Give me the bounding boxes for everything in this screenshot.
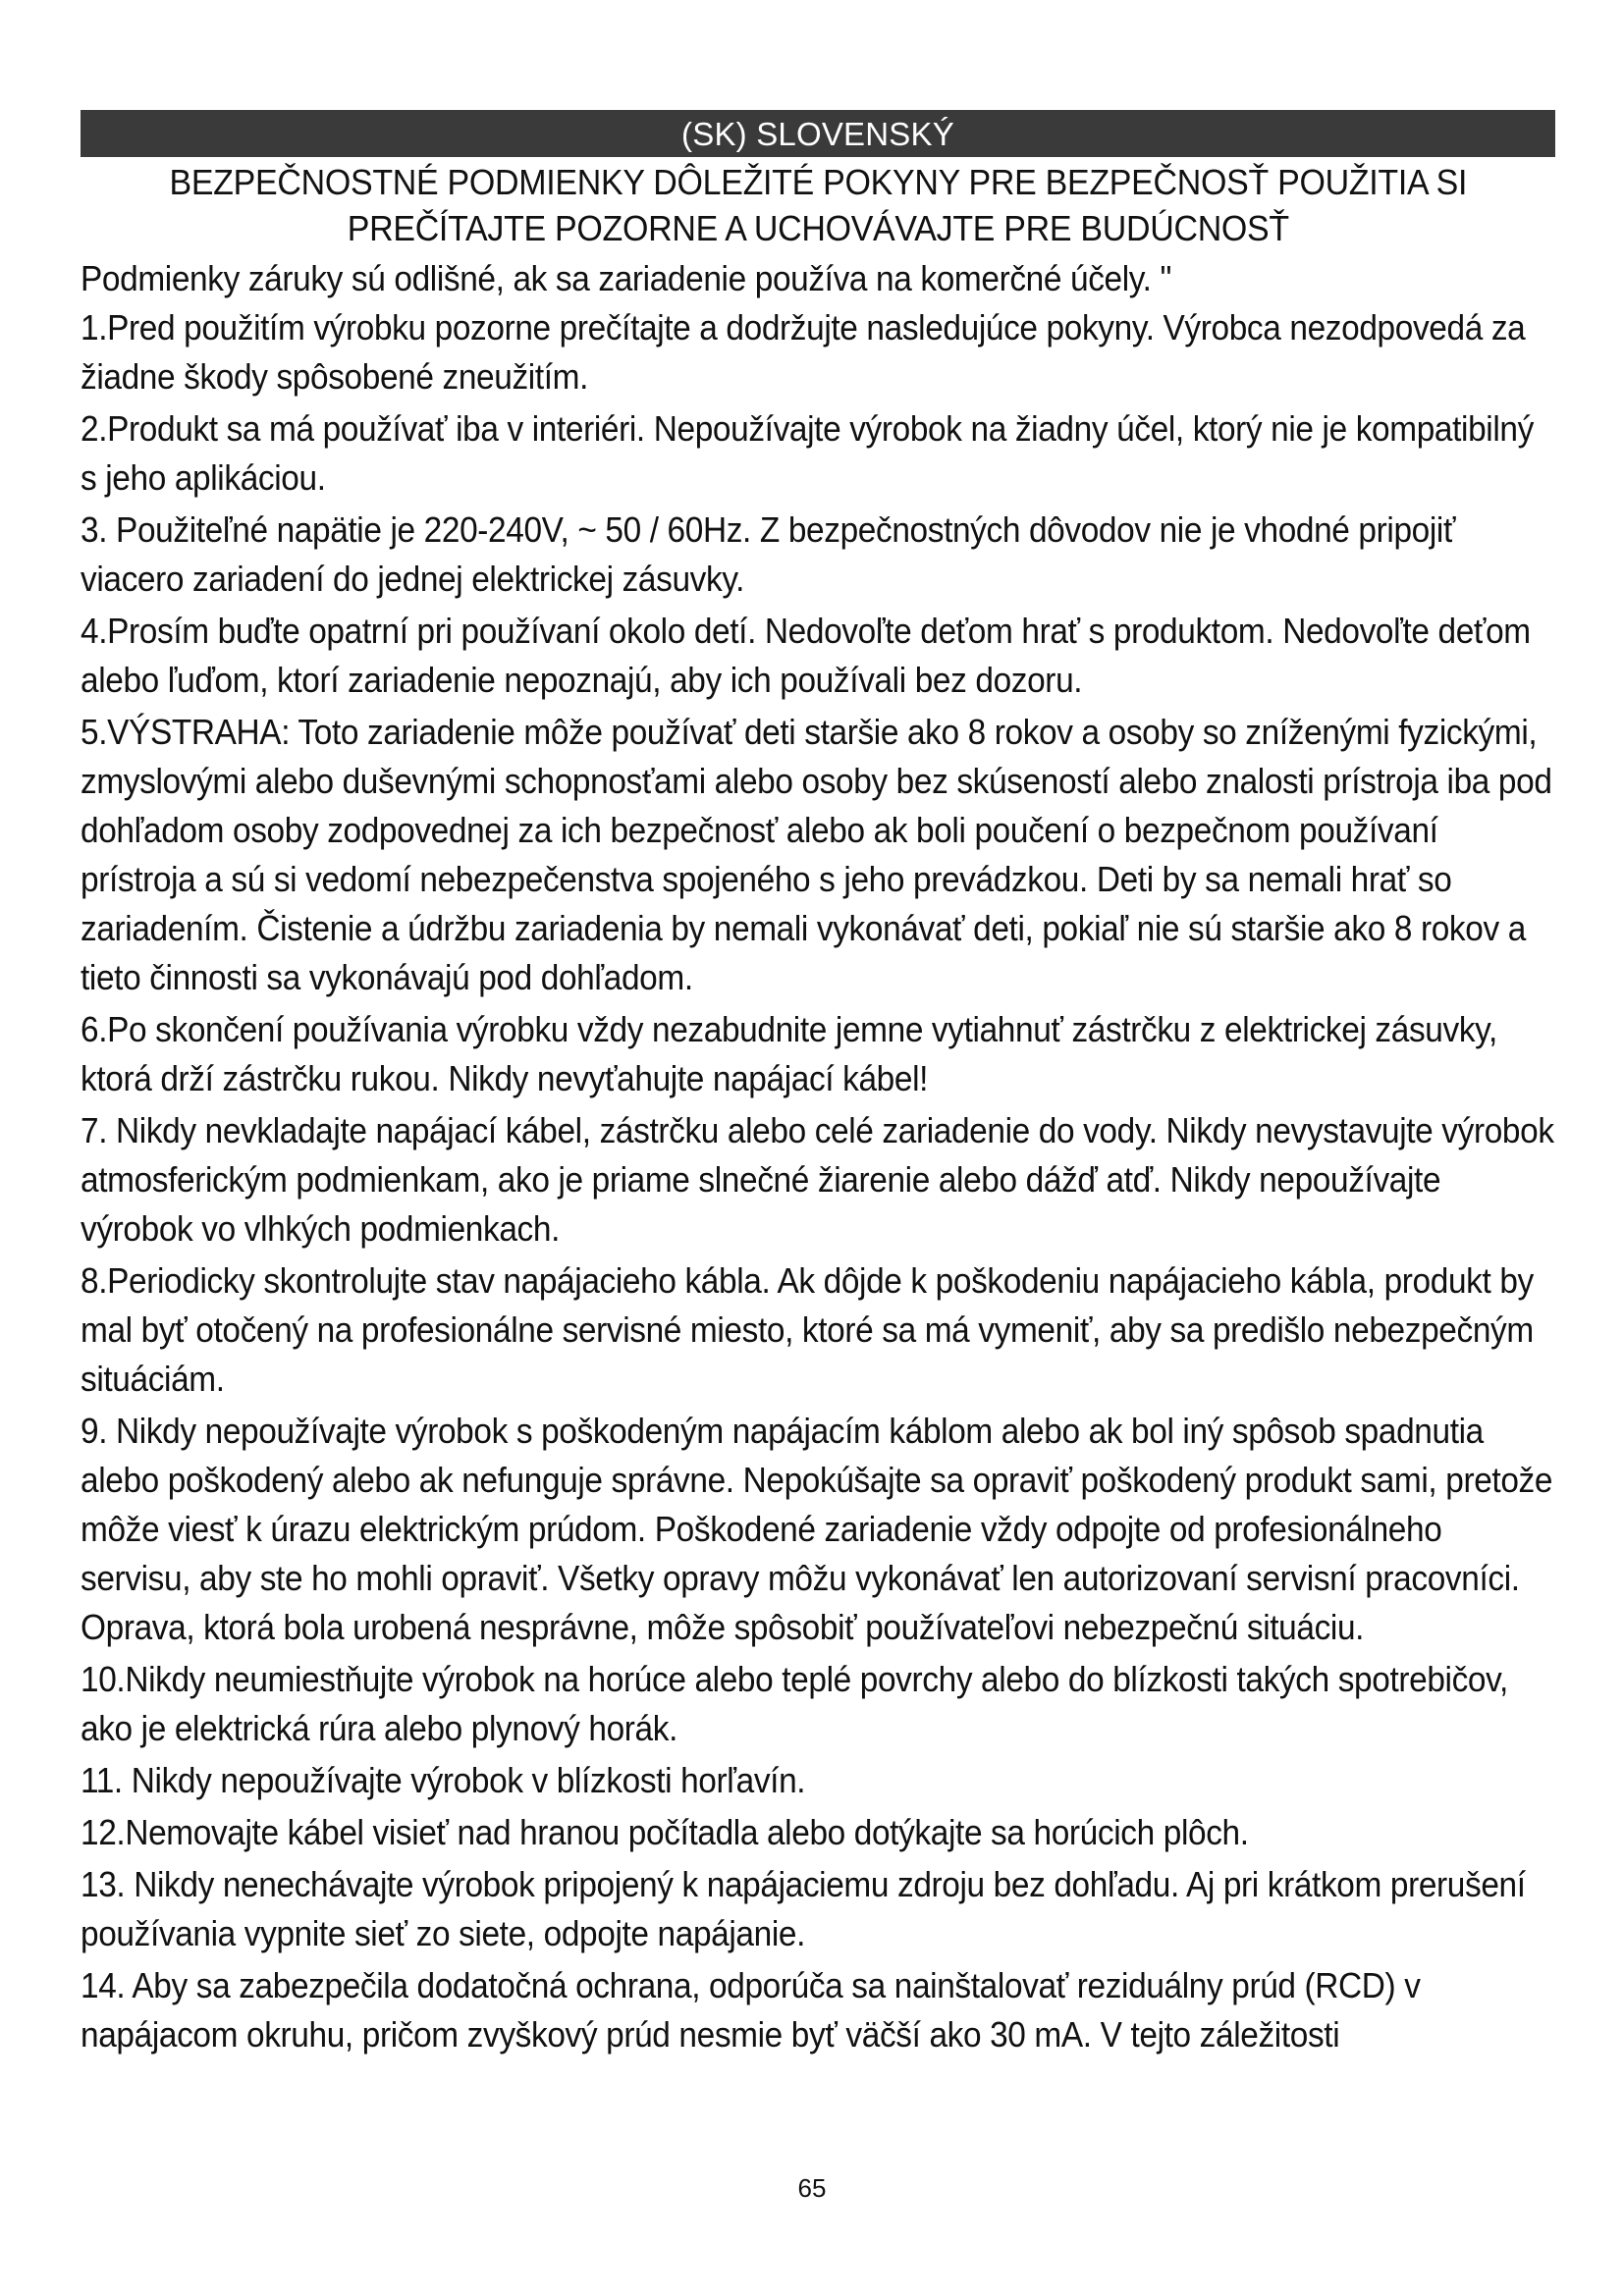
page-number: 65 <box>797 2173 827 2203</box>
manual-page <box>81 110 1555 2062</box>
safety-instructions <box>81 254 1555 2059</box>
safety-title-line-2: PREČÍTAJTE POZORNE A UCHOVÁVAJTE PRE BUDÚCNOSŤ <box>347 208 1289 248</box>
language-label: (SK) SLOVENSKÝ <box>681 116 954 152</box>
instruction-item: 4.Prosím buďte opatrní pri používaní okolo detí. Nedovoľte deťom hrať s produktom. Nedovoľte deťom alebo ľuďom, ktorí zariadenie nepoznajú, aby ich používali bez dozoru. <box>81 611 1531 700</box>
instruction-item: 6.Po skončení používania výrobku vždy nezabudnite jemne vytiahnuť zástrčku z elektrickej zásuvky, ktorá drží zástrčku rukou. Nikdy nevyťahujte napájací kábel! <box>81 1009 1497 1098</box>
instruction-item: 11. Nikdy nepoužívajte výrobok v blízkosti horľavín. <box>81 1760 806 1800</box>
instruction-item: 10.Nikdy neumiestňujte výrobok na horúce alebo teplé povrchy alebo do blízkosti takých spotrebičov, ako je elektrická rúra alebo plynový horák. <box>81 1659 1508 1748</box>
instruction-item: 8.Periodicky skontrolujte stav napájacieho kábla. Ak dôjde k poškodeniu napájacieho kábla, produkt by mal byť otočený na profesionálne servisné miesto, ktoré sa má vymeniť, aby sa predišlo nebezpečným situáciám. <box>81 1260 1534 1399</box>
safety-title <box>81 159 1555 251</box>
instruction-item: 5.VÝSTRAHA: Toto zariadenie môže používať deti staršie ako 8 rokov a osoby so zníženými fyzickými, zmyslovými alebo duševnými schopnosťami alebo osoby bez skúseností alebo znalosti prístroja iba pod dohľadom osoby zodpovednej za ich bezpečnosť alebo ak boli poučení o bezpečnom používaní prístroja a sú si vedomí nebezpečenstva spojeného s jeho prevádzkou. Deti by sa nemali hrať so zariadením. Čistenie a údržbu zariadenia by nemali vykonávať deti, pokiaľ nie sú staršie ako 8 rokov a tieto činnosti sa vykonávajú pod dohľadom. <box>81 712 1552 997</box>
instruction-item: 1.Pred použitím výrobku pozorne prečítajte a dodržujte nasledujúce pokyny. Výrobca nezodpovedá za žiadne škody spôsobené zneužitím. <box>81 307 1526 397</box>
language-header-bar <box>81 110 1555 157</box>
warranty-note: Podmienky záruky sú odlišné, ak sa zariadenie používa na komerčné účely. " <box>81 258 1171 298</box>
instruction-item: 2.Produkt sa má používať iba v interiéri. Nepoužívajte výrobok na žiadny účel, ktorý nie je kompatibilný s jeho aplikáciou. <box>81 408 1534 498</box>
instruction-item: 12.Nemovajte kábel visieť nad hranou počítadla alebo dotýkajte sa horúcich plôch. <box>81 1812 1249 1852</box>
instruction-item: 7. Nikdy nevkladajte napájací kábel, zástrčku alebo celé zariadenie do vody. Nikdy nevystavujte výrobok atmosferickým podmienkam, ako je priame slnečné žiarenie alebo dážď atď. Nikdy nepoužívajte výrobok vo vlhkých podmienkach. <box>81 1110 1554 1249</box>
safety-title-line-1: BEZPEČNOSTNÉ PODMIENKY DÔLEŽITÉ POKYNY PRE BEZPEČNOSŤ POUŽITIA SI <box>169 162 1467 202</box>
instruction-item: 3. Použiteľné napätie je 220-240V, ~ 50 / 60Hz. Z bezpečnostných dôvodov nie je vhodné pripojiť viacero zariadení do jednej elektrickej zásuvky. <box>81 509 1456 599</box>
instruction-item: 9. Nikdy nepoužívajte výrobok s poškodeným napájacím káblom alebo ak bol iný spôsob spadnutia alebo poškodený alebo ak nefunguje správne. Nepokúšajte sa opraviť poškodený produkt sami, pretože môže viesť k úrazu elektrickým prúdom. Poškodené zariadenie vždy odpojte od profesionálneho servisu, aby ste ho mohli opraviť. Všetky opravy môžu vykonávať len autorizovaní servisní pracovníci. Oprava, ktorá bola urobená nesprávne, môže spôsobiť používateľovi nebezpečnú situáciu. <box>81 1411 1553 1647</box>
instruction-item: 14. Aby sa zabezpečila dodatočná ochrana, odporúča sa nainštalovať reziduálny prúd (RCD) v napájacom okruhu, pričom zvyškový prúd nesmie byť väčší ako 30 mA. V tejto záležitosti <box>81 1965 1421 2055</box>
instruction-item: 13. Nikdy nenechávajte výrobok pripojený k napájaciemu zdroju bez dohľadu. Aj pri krátkom prerušení používania vypnite sieť zo siete, odpojte napájanie. <box>81 1864 1526 1953</box>
